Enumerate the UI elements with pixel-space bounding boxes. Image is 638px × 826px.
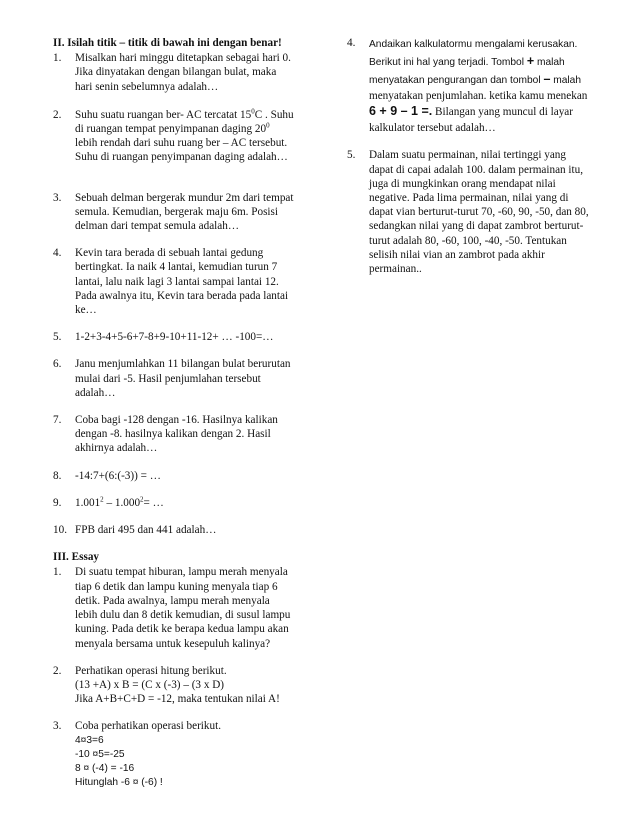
question-1 xyxy=(53,51,318,94)
question-text: Jika dinyatakan dengan bilangan bulat, maka xyxy=(75,66,277,79)
right-column xyxy=(347,36,609,276)
question-text: Coba bagi -128 dengan -16. Hasilnya kalikan xyxy=(75,414,278,427)
question-number: 2. xyxy=(53,664,62,677)
calculator-expression: 6 + 9 – 1 =. xyxy=(369,104,433,119)
left-column xyxy=(53,36,318,790)
question-5 xyxy=(53,330,318,344)
question-text: delman dari tempat semula adalah… xyxy=(75,220,240,233)
question-10 xyxy=(53,523,318,537)
question-text: dapat vian berturut-turut 70, -60, 90, -50, dan 80, xyxy=(369,206,589,219)
text-part: C . Suhu xyxy=(254,108,294,121)
operation-line: 8 ¤ (-4) = -16 xyxy=(75,762,135,774)
question-text xyxy=(369,103,609,121)
question-text: mulai dari -5. Hasil penjumlahan tersebut xyxy=(75,372,261,385)
essay-question-1 xyxy=(53,565,318,650)
question-text: 1-2+3-4+5-6+7-8+9-10+11-12+ … -100=… xyxy=(75,331,274,344)
question-number: 3. xyxy=(53,720,62,733)
question-text: -14:7+(6:(-3)) = … xyxy=(75,469,161,482)
question-text: Perhatikan operasi hitung berikut. xyxy=(75,664,227,677)
essay-question-3 xyxy=(53,719,318,790)
question-text: detik. Pada awalnya, lampu merah menyala xyxy=(75,594,270,607)
question-text: bertingkat. Ia naik 4 lantai, kemudian turun 7 xyxy=(75,261,278,274)
operation-line: -10 ¤5=-25 xyxy=(75,748,125,760)
question-number: 4. xyxy=(53,247,62,260)
minus-key-symbol: – xyxy=(543,72,551,86)
text-part: menyatakan pengurangan dan tombol xyxy=(369,75,544,86)
question-6 xyxy=(53,357,318,400)
question-number: 2. xyxy=(53,108,62,121)
question-5-game xyxy=(347,148,609,276)
question-3 xyxy=(53,191,318,234)
question-text: Janu menjumlahkan 11 bilangan bulat berurutan xyxy=(75,358,291,371)
superscript: 0 xyxy=(251,107,255,116)
question-number: 1. xyxy=(53,566,62,579)
question-number: 10. xyxy=(53,524,67,537)
question-text: Andaikan kalkulatormu mengalami kerusakan. xyxy=(369,39,578,50)
question-text: menyala bersama untuk kesepuluh kalinya? xyxy=(75,637,271,650)
question-text: negative. Pada lima permainan, nilai yang di xyxy=(369,192,569,205)
question-number: 4. xyxy=(347,37,356,49)
question-text: tiap 6 detik dan lampu kuning menyala tiap 6 xyxy=(75,580,278,593)
question-text: Jika A+B+C+D = -12, maka tentukan nilai A! xyxy=(75,693,280,706)
question-text xyxy=(369,71,609,89)
question-number: 8. xyxy=(53,469,62,482)
question-text: hari senin sebelumnya adalah… xyxy=(75,80,219,93)
question-text: Misalkan hari minggu ditetapkan sebagai hari 0. xyxy=(75,52,291,65)
question-text: lantai, lalu naik lagi 3 lantai sampai lantai 12. xyxy=(75,275,279,288)
essay-question-2 xyxy=(53,664,318,707)
question-text: kalkulator tersebut adalah… xyxy=(369,122,496,135)
question-text xyxy=(75,496,318,510)
question-4 xyxy=(53,246,318,317)
text-part: Suhu suatu ruangan ber- AC tercatat 15 xyxy=(75,108,252,121)
question-text: Pada awalnya itu, Kevin tara berada pada lantai xyxy=(75,289,289,302)
question-text: menyatakan penjumlahan. ketika kamu menekan xyxy=(369,90,588,102)
question-4-calculator xyxy=(347,36,609,135)
superscript: 0 xyxy=(266,121,270,130)
section-2-heading: II. Isilah titik – titik di bawah ini dengan benar! xyxy=(53,37,282,49)
question-number: 7. xyxy=(53,414,62,427)
question-text: Coba perhatikan operasi berikut. xyxy=(75,720,222,733)
question-2 xyxy=(53,108,318,165)
question-text: juga di mungkinkan orang mendapat nilai xyxy=(369,177,556,190)
question-number: 3. xyxy=(53,191,62,204)
question-number: 1. xyxy=(53,52,62,65)
question-text: Kevin tara berada di sebuah lantai gedung xyxy=(75,247,264,260)
question-text: Sebuah delman bergerak mundur 2m dari tempat xyxy=(75,191,294,204)
text-part: Berikut ini hal yang terjadi. Tombol xyxy=(369,57,527,68)
question-text xyxy=(75,108,318,122)
question-number: 6. xyxy=(53,358,62,371)
operation-line: Hitunglah -6 ¤ (-6) ! xyxy=(75,777,163,789)
question-text: lebih dulu dan 8 detik kemudian, di susul lampu xyxy=(75,609,291,622)
question-text: Dalam suatu permainan, nilai tertinggi yang xyxy=(369,149,566,162)
operation-line: 4¤3=6 xyxy=(75,734,104,746)
question-text: permainan.. xyxy=(369,263,422,276)
question-text: sedangkan nilai yang di dapat zambrot berturut- xyxy=(369,220,584,233)
text-part: = … xyxy=(143,496,164,509)
question-number: 9. xyxy=(53,496,62,509)
question-text: kuning. Pada detik ke berapa kedua lampu akan xyxy=(75,623,289,636)
question-number: 5. xyxy=(347,149,356,162)
text-part: – 1.000 xyxy=(103,496,141,509)
text-part: Bilangan yang muncul di layar xyxy=(432,106,573,119)
question-text: Di suatu tempat hiburan, lampu merah menyala xyxy=(75,566,288,579)
question-text: semula. Kemudian, bergerak maju 6m. Posisi xyxy=(75,205,278,218)
section-3-heading: III. Essay xyxy=(53,551,100,564)
question-text: Suhu di ruangan penyimpanan daging adalah… xyxy=(75,151,288,164)
text-part: di ruangan tempat penyimpanan daging 20 xyxy=(75,123,267,136)
question-text: selisih nilai vian an zambrot pada akhir xyxy=(369,248,545,261)
question-text: dapat di capai adalah 100. dalam permainan itu, xyxy=(369,163,584,176)
text-part: 1.001 xyxy=(75,496,101,509)
question-text xyxy=(75,122,318,136)
question-text: lebih rendah dari suhu ruang ber – AC tersebut. xyxy=(75,137,288,150)
question-text: adalah… xyxy=(75,386,116,399)
text-part: malah xyxy=(534,57,565,68)
question-8 xyxy=(53,469,318,483)
question-text: akhirnya adalah… xyxy=(75,442,158,455)
question-text xyxy=(369,53,609,71)
question-text: FPB dari 495 dan 441 adalah… xyxy=(75,524,217,537)
superscript: 2 xyxy=(140,495,144,504)
question-7 xyxy=(53,413,318,456)
question-text: dengan -8. hasilnya kalikan dengan 2. Hasil xyxy=(75,428,271,441)
question-9 xyxy=(53,496,318,510)
question-text: (13 +A) x B = (C x (-3) – (3 x D) xyxy=(75,678,225,691)
superscript: 2 xyxy=(100,495,104,504)
plus-key-symbol: + xyxy=(526,54,535,68)
question-text: turut adalah 80, -60, 100, -40, -50. Tentukan xyxy=(369,234,567,247)
question-text: ke… xyxy=(75,304,97,317)
question-number: 5. xyxy=(53,331,62,344)
text-part: malah xyxy=(550,75,581,86)
